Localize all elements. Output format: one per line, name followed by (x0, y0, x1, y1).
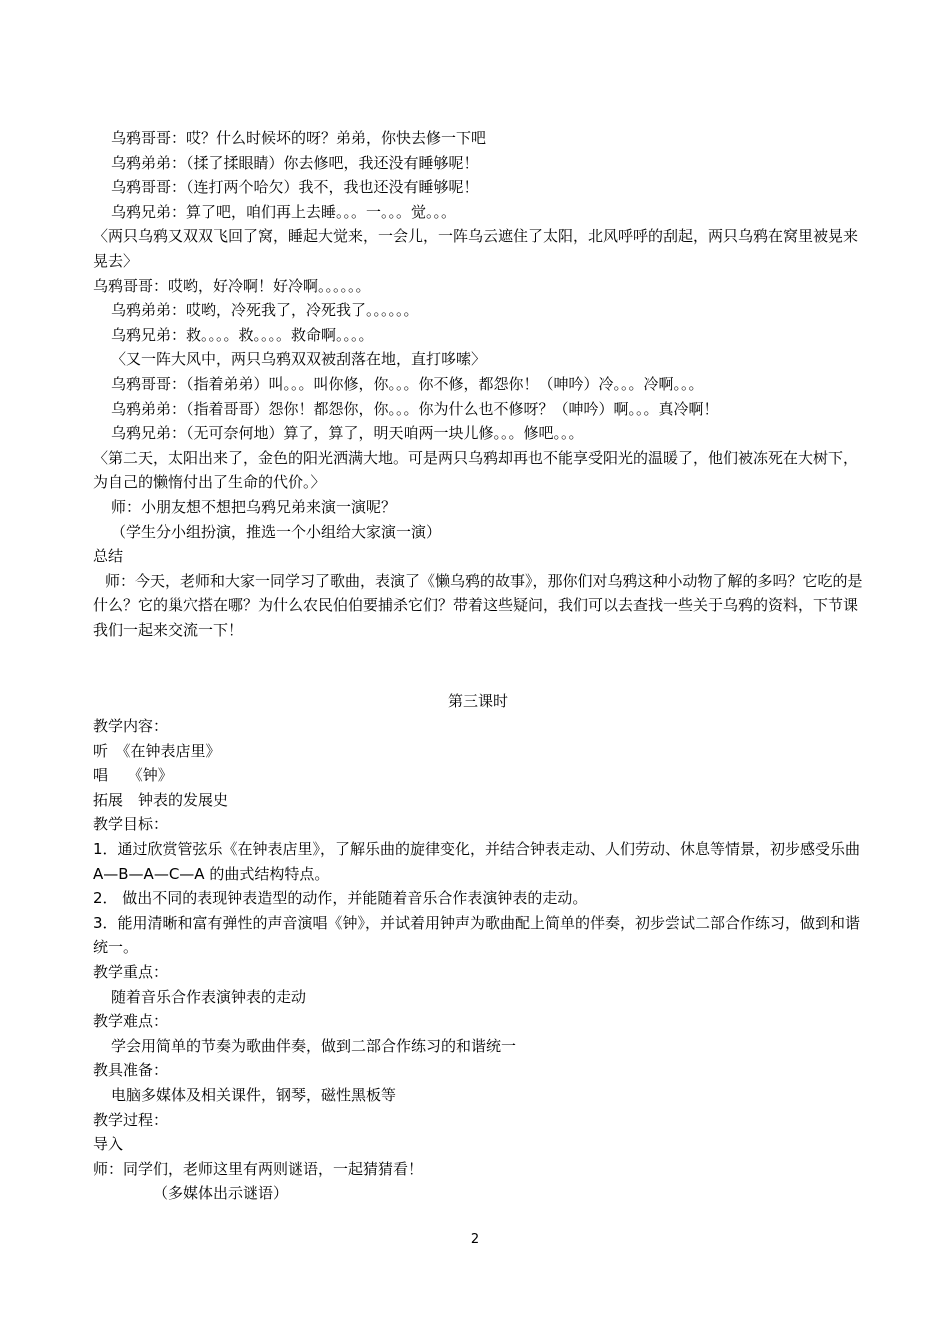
tools-heading: 教具准备： (93, 1061, 169, 1080)
goal-item: 1．通过欣赏管弦乐《在钟表店里》，了解乐曲的旋律变化，并结合钟表走动、人们劳动、休息等情景，初步感受乐曲 A—B—A—C—A 的曲式结构特点。 (93, 840, 861, 883)
process-heading: 教学过程： (93, 1110, 169, 1129)
content-item: 拓展 钟表的发展史 (93, 790, 229, 809)
stage-direction: 〈两只乌鸦又双双飞回了窝，睡起大觉来，一会儿，一阵乌云遮住了太阳，北风呼呼的刮起，两只乌鸦在窝里被晃来晃去〉 (93, 227, 859, 270)
key-heading: 教学重点： (93, 963, 169, 981)
goal-item: 2． 做出不同的表现钟表造型的动作，并能随着音乐合作表演钟表的走动。 (93, 889, 588, 908)
dialogue-line: 乌鸦弟弟：（指着哥哥）怨你！都怨你，你。。。你为什么也不修呀？（呻吟）啊。。。真冷啊！ (111, 399, 719, 418)
intro-text: 师：同学们，老师这里有两则谜语，一起猜猜看！ (93, 1159, 424, 1178)
intro-note: （多媒体出示谜语） (153, 1184, 289, 1203)
difficulty-heading: 教学难点： (93, 1012, 169, 1031)
stage-direction: 〈又一阵大风中，两只乌鸦双双被刮落在地，直打哆嗦〉 (111, 350, 487, 369)
intro-heading: 导入 (93, 1135, 124, 1154)
summary-heading: 总结 (93, 547, 124, 566)
dialogue-line: 乌鸦哥哥：（连打两个哈欠）我不，我也还没有睡够呢！ (111, 178, 479, 197)
summary-text: 师：今天，老师和大家一同学习了歌曲，表演了《懒乌鸦的故事》，那你们对乌鸦这种小动物了解的多吗？它吃的是什么？它的巢穴搭在哪？为什么农民伯伯要捕杀它们？带着这些疑问，我们可以去查找一些关于乌鸦的资料，下节课我们一起来交流一下！ (93, 571, 863, 639)
student-activity: （学生分小组扮演，推选一个小组给大家演一演） (111, 522, 442, 541)
dialogue-line: 乌鸦哥哥：（指着弟弟）叫。。。叫你修，你。。。你不修，都怨你！（呻吟）冷。。。冷啊。。。 (111, 374, 704, 393)
content-heading: 教学内容： (93, 717, 169, 736)
dialogue-line: 乌鸦兄弟：（无可奈何地）算了，算了，明天咱两一块儿修。。。修吧。。。 (111, 424, 584, 443)
dialogue-line: 乌鸦兄弟：救。。。。救。。。。救命啊。。。。 (111, 325, 374, 344)
goals-heading: 教学目标： (93, 815, 169, 834)
page-number: 2 (470, 1232, 480, 1247)
content-item: 听 《在钟表店里》 (93, 741, 221, 760)
lesson-title: 第三课时 (447, 692, 508, 711)
difficulty-text: 学会用简单的节奏为歌曲伴奏，做到二部合作练习的和谐统一 (111, 1036, 517, 1055)
teacher-question: 师：小朋友想不想把乌鸦兄弟来演一演呢？ (111, 497, 397, 516)
dialogue-line: 乌鸦哥哥：哎哟，好冷啊！好冷啊。。。。。。 (93, 276, 371, 295)
dialogue-line: 乌鸦兄弟：算了吧，咱们再上去睡。。。一。。。觉。。。 (111, 202, 457, 221)
stage-direction: 〈第二天，太阳出来了，金色的阳光洒满大地。可是两只乌鸦却再也不能享受阳光的温暖了，他们被冻死在大树下，为自己的懒惰付出了生命的代价。〉 (93, 448, 859, 492)
dialogue-line: 乌鸦哥哥：哎？什么时候坏的呀？弟弟，你快去修一下吧 (111, 129, 487, 147)
content-item: 唱 《钟》 (93, 766, 173, 785)
page-content (93, 126, 863, 1206)
spacer (93, 642, 863, 689)
key-text: 随着音乐合作表演钟表的走动 (111, 987, 307, 1006)
goal-item: 3．能用清晰和富有弹性的声音演唱《钟》，并试着用钟声为歌曲配上简单的伴奏，初步尝试二部合作练习，做到和谐统一。 (93, 913, 861, 957)
tools-text: 电脑多媒体及相关课件，钢琴，磁性黑板等 (111, 1085, 397, 1104)
dialogue-line: 乌鸦弟弟：（揉了揉眼睛）你去修吧，我还没有睡够呢！ (111, 153, 479, 172)
dialogue-line: 乌鸦弟弟：哎哟，冷死我了，冷死我了。。。。。。 (111, 301, 419, 320)
